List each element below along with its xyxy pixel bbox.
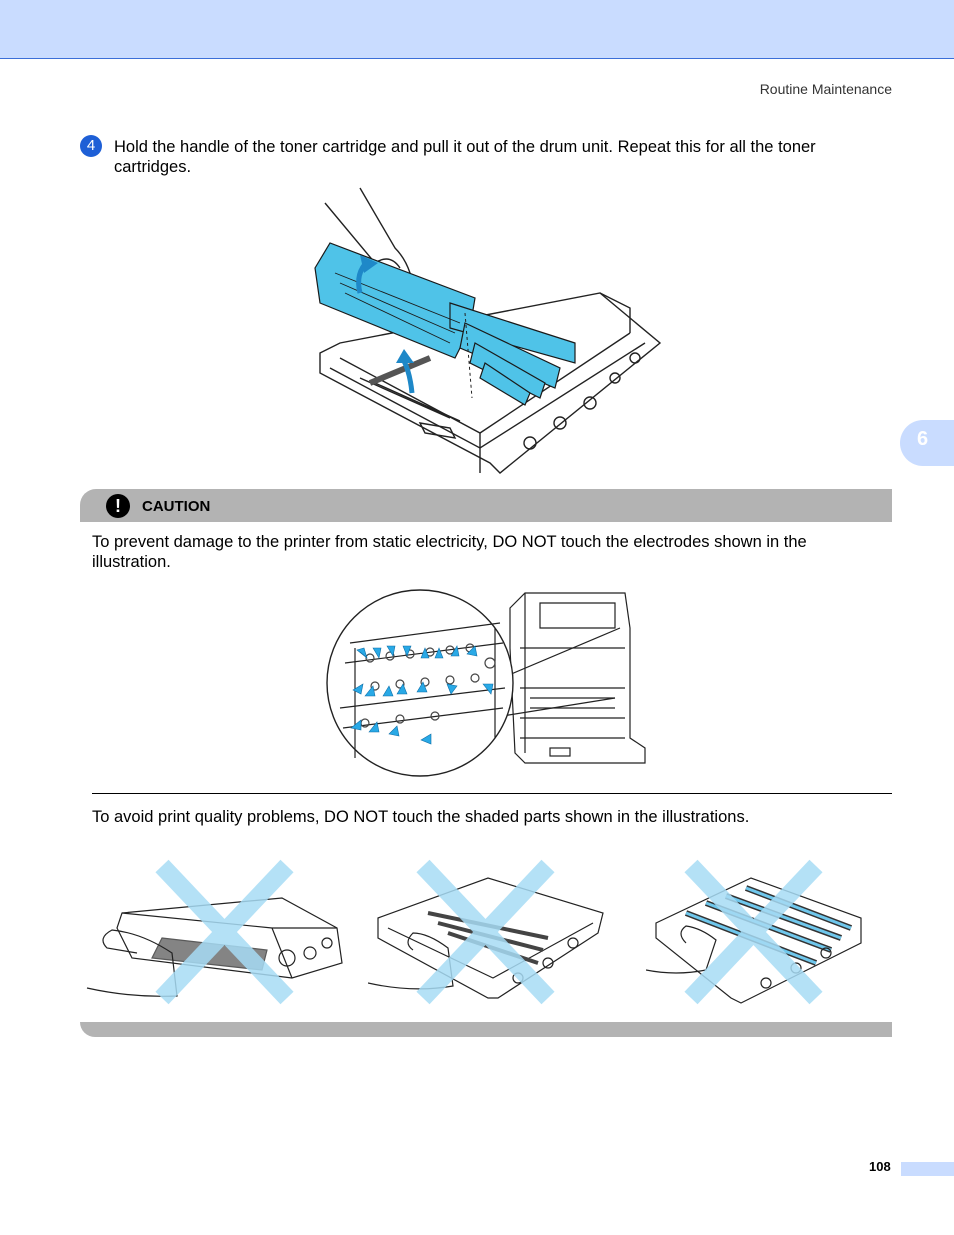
step-number-badge-icon: 4 xyxy=(80,135,102,157)
chapter-number: 6 xyxy=(917,428,929,450)
caution-exclamation-icon: ! xyxy=(106,494,130,518)
caution-label: CAUTION xyxy=(142,498,211,515)
running-head: Routine Maintenance xyxy=(759,81,892,97)
page-number: 108 xyxy=(869,1159,891,1174)
section-divider xyxy=(92,793,892,794)
electrodes-illustration xyxy=(325,588,650,778)
caution-footer-bar xyxy=(80,1022,892,1037)
toner-removal-illustration xyxy=(300,183,670,478)
drum-rollers-do-not-touch-illustration xyxy=(646,858,871,1008)
page-number-tab xyxy=(901,1162,954,1176)
caution-header xyxy=(80,489,892,522)
header-band xyxy=(0,0,954,59)
caution-paragraph-electrodes: To prevent damage to the printer from static electricity, DO NOT touch the electrodes shown in the illustration. xyxy=(92,533,807,571)
toner-cartridge-do-not-touch-illustration xyxy=(82,858,352,1006)
chapter-tab xyxy=(900,420,954,466)
step-instruction: Hold the handle of the toner cartridge and pull it out of the drum unit. Repeat this for all the toner cartridges. xyxy=(114,138,816,176)
drum-unit-do-not-touch-illustration xyxy=(368,858,608,1008)
caution-paragraph-shaded-parts: To avoid print quality problems, DO NOT touch the shaded parts shown in the illustrations. xyxy=(92,808,750,826)
